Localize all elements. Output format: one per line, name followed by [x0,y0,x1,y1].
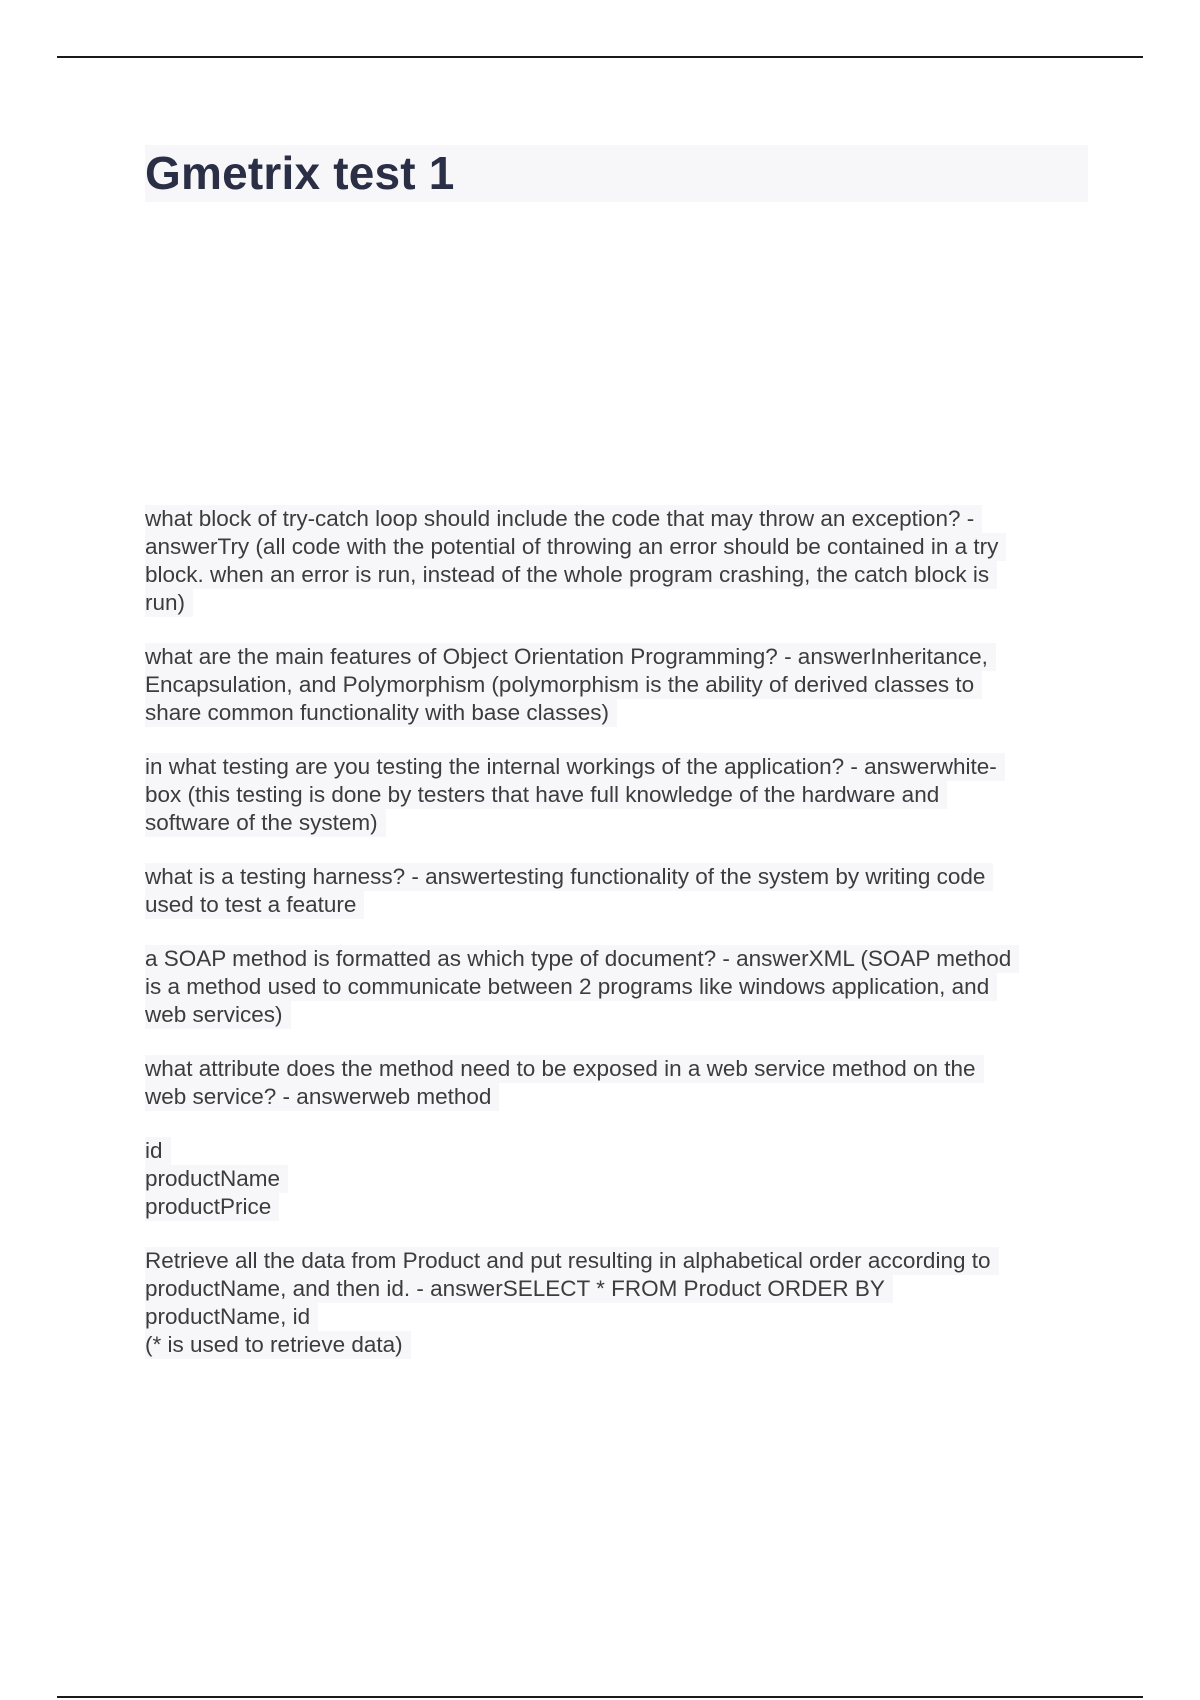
qa-block-testing-harness [145,863,1090,919]
qa-block-oop-features [145,643,1090,727]
qa-block-web-method [145,1055,1090,1111]
text-line: share common functionality with base classes) [145,699,617,727]
page-title: Gmetrix test 1 [145,147,455,199]
text-line: what block of try-catch loop should include the code that may throw an exception? - [145,505,982,533]
text-line: id [145,1137,171,1165]
bottom-rule [57,1696,1143,1698]
text-line: used to test a feature [145,891,364,919]
text-line: web service? - answerweb method [145,1083,499,1111]
text-line: a SOAP method is formatted as which type of document? - answerXML (SOAP method [145,945,1019,973]
text-line: productName, id [145,1303,318,1331]
text-line: productPrice [145,1193,279,1221]
text-line: run) [145,589,193,617]
text-line: answerTry (all code with the potential of throwing an error should be contained in a try [145,533,1006,561]
text-line: (* is used to retrieve data) [145,1331,411,1359]
qa-block-try-catch [145,505,1090,617]
text-line: software of the system) [145,809,386,837]
text-line: productName, and then id. - answerSELECT * FROM Product ORDER BY [145,1275,893,1303]
text-line: box (this testing is done by testers that have full knowledge of the hardware and [145,781,947,809]
qa-block-soap [145,945,1090,1029]
text-line: is a method used to communicate between 2 programs like windows application, and [145,973,997,1001]
text-line: what attribute does the method need to be exposed in a web service method on the [145,1055,984,1083]
text-line: what are the main features of Object Orientation Programming? - answerInheritance, [145,643,996,671]
text-line: web services) [145,1001,291,1029]
qa-block-sql-select [145,1247,1090,1359]
text-line: Retrieve all the data from Product and put resulting in alphabetical order according to [145,1247,999,1275]
text-line: productName [145,1165,288,1193]
qa-block-white-box [145,753,1090,837]
text-line: what is a testing harness? - answertesting functionality of the system by writing code [145,863,993,891]
top-rule [57,56,1143,58]
text-line: in what testing are you testing the internal workings of the application? - answerwhite- [145,753,1005,781]
text-line: block. when an error is run, instead of the whole program crashing, the catch block is [145,561,997,589]
text-line: Encapsulation, and Polymorphism (polymorphism is the ability of derived classes to [145,671,982,699]
qa-content [145,505,1090,1385]
product-fields-list [145,1137,1090,1221]
